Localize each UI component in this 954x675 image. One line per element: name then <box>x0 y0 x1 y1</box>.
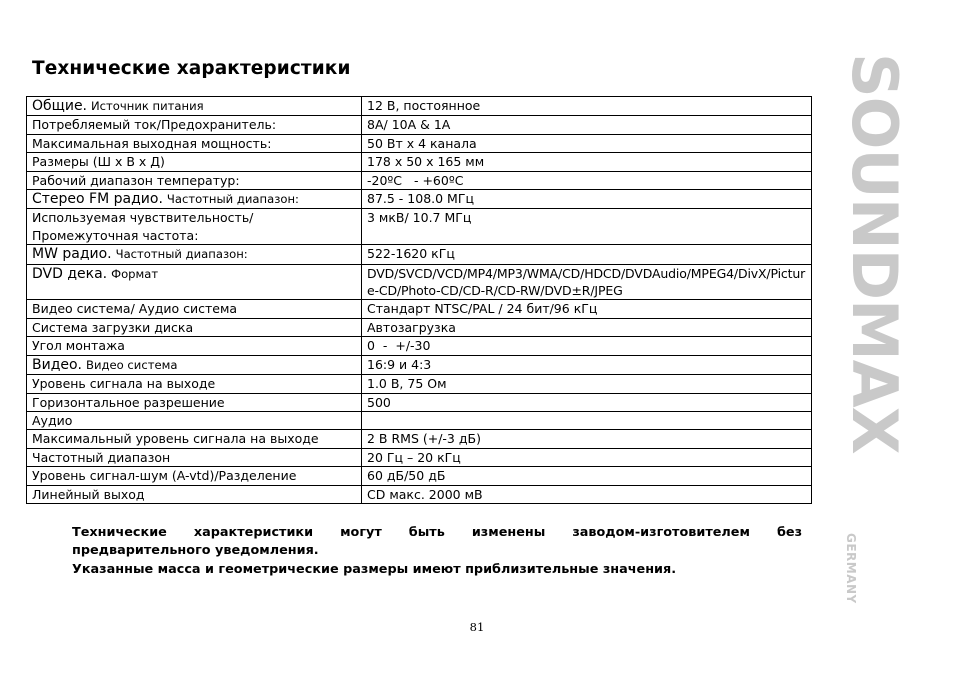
spec-label: Максимальный уровень сигнала на выходе <box>27 430 362 448</box>
section-heading: MW радио. <box>32 246 112 263</box>
note-approximate-values: Указанные масса и геометрические размеры имеют приблизительные значения. <box>72 561 677 577</box>
spec-value: Стандарт NTSC/PAL / 24 бит/96 кГц <box>362 300 812 318</box>
table-row <box>27 355 812 374</box>
table-row <box>27 190 812 209</box>
spec-value <box>362 411 812 429</box>
spec-label: Используемая чувствительность/ Промежуточная частота: <box>27 209 362 245</box>
spec-label: DVD дека. Формат <box>27 264 362 300</box>
page-number: 81 <box>469 620 485 634</box>
spec-label: Видео. Видео система <box>27 355 362 374</box>
table-row <box>27 337 812 355</box>
section-heading: Видео. <box>32 356 83 373</box>
table-row <box>27 485 812 503</box>
spec-value: 20 Гц – 20 кГц <box>362 448 812 466</box>
spec-label: Уровень сигнал-шум (A-vtd)/Разделение <box>27 467 362 485</box>
table-row <box>27 153 812 171</box>
spec-value: 1.0 В, 75 Ом <box>362 375 812 393</box>
spec-label: Размеры (Ш х В х Д) <box>27 153 362 171</box>
logo-brand: SOUNDMAX <box>838 53 911 454</box>
spec-value: Автозагрузка <box>362 318 812 336</box>
table-row <box>27 467 812 485</box>
spec-value: CD макс. 2000 мВ <box>362 485 812 503</box>
spec-label: Уровень сигнала на выходе <box>27 375 362 393</box>
spec-label: Видео система/ Аудио система <box>27 300 362 318</box>
table-row <box>27 171 812 189</box>
section-heading: Общие. <box>32 98 88 114</box>
table-row <box>27 209 812 245</box>
table-row <box>27 300 812 318</box>
spec-value: 8А/ 10А & 1А <box>362 116 812 134</box>
section-heading: Линейный выход <box>27 485 362 503</box>
spec-label: Система загрузки диска <box>27 318 362 336</box>
spec-value: DVD/SVCD/VCD/MP4/MP3/WMA/CD/HDCD/DVDAudio/MPEG4/DivX/Picture-CD/Photo-CD/CD-R/CD-RW/DVD±R/JPEG <box>362 264 812 300</box>
spec-label: Общие. Источник питания <box>27 97 362 116</box>
table-row <box>27 116 812 134</box>
spec-value: 60 дБ/50 дБ <box>362 467 812 485</box>
soundmax-logo <box>838 53 911 454</box>
spec-value: 522-1620 кГц <box>362 245 812 264</box>
spec-value: 500 <box>362 393 812 411</box>
logo-subtitle: GERMANY <box>844 533 858 604</box>
table-row <box>27 375 812 393</box>
section-heading: DVD дека. <box>32 265 108 282</box>
spec-value: 12 В, постоянное <box>362 97 812 116</box>
specifications-table <box>26 96 812 504</box>
spec-value: 178 х 50 х 165 мм <box>362 153 812 171</box>
table-row <box>27 393 812 411</box>
spec-label: Потребляемый ток/Предохранитель: <box>27 116 362 134</box>
table-row <box>27 411 812 429</box>
spec-value: 0 - +/-30 <box>362 337 812 355</box>
table-row <box>27 318 812 336</box>
page-title: Технические характеристики <box>32 58 351 79</box>
table-row <box>27 134 812 152</box>
spec-value: 16:9 и 4:3 <box>362 355 812 374</box>
table-row <box>27 97 812 116</box>
spec-value: 2 В RMS (+/-3 дБ) <box>362 430 812 448</box>
note-change-notice: Технические характеристики могут быть изменены заводом-изготовителем без <box>72 525 802 540</box>
spec-label: MW радио. Частотный диапазон: <box>27 245 362 264</box>
spec-label: Горизонтальное разрешение <box>27 393 362 411</box>
spec-label: Стерео FM радио. Частотный диапазон: <box>27 190 362 209</box>
note-change-notice-cont: предварительного уведомления. <box>72 543 319 559</box>
notes <box>72 524 802 579</box>
spec-label: Максимальная выходная мощность: <box>27 134 362 152</box>
spec-label: Частотный диапазон <box>27 448 362 466</box>
spec-label: Рабочий диапазон температур: <box>27 171 362 189</box>
section-heading: Стерео FM радио. <box>32 191 163 208</box>
section-heading: Аудио <box>27 411 362 429</box>
spec-value: 50 Вт х 4 канала <box>362 134 812 152</box>
spec-value: 3 мкВ/ 10.7 МГц <box>362 209 812 245</box>
table-row <box>27 430 812 448</box>
table-row <box>27 245 812 264</box>
spec-value: -20ºС - +60ºС <box>362 171 812 189</box>
table-row <box>27 264 812 300</box>
table-row <box>27 448 812 466</box>
spec-label: Угол монтажа <box>27 337 362 355</box>
spec-value: 87.5 - 108.0 МГц <box>362 190 812 209</box>
